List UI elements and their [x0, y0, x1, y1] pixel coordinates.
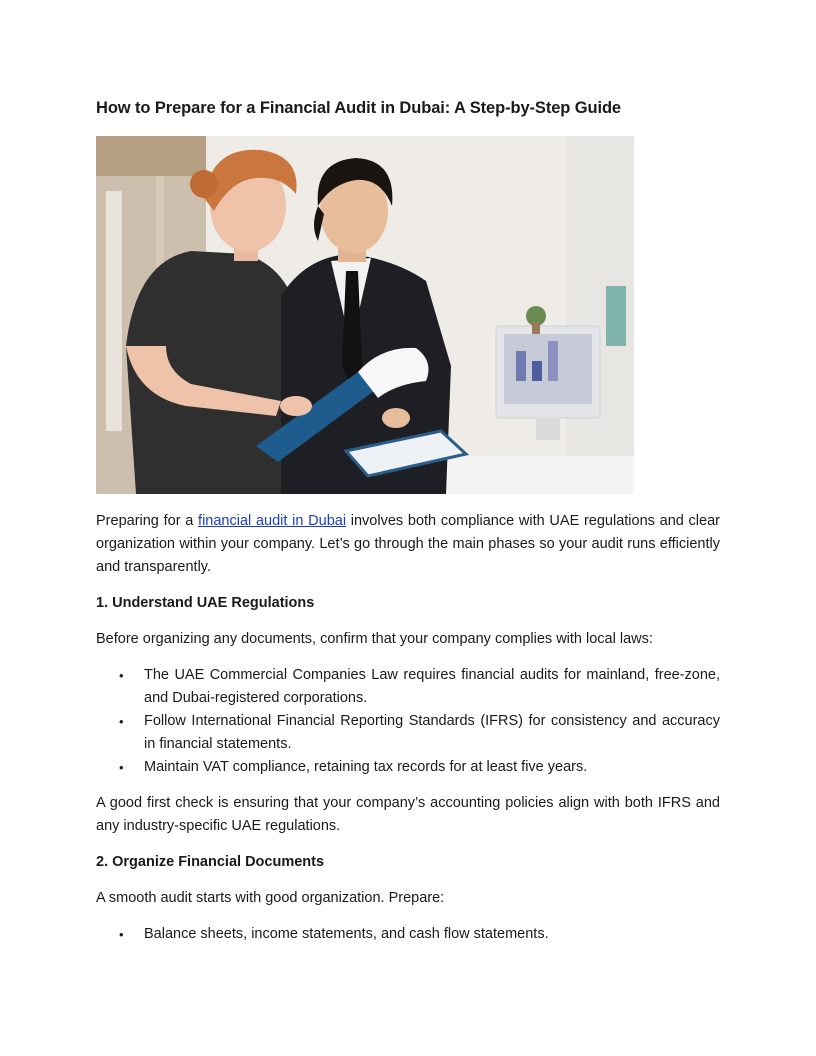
- section-closing: A good first check is ensuring that your company’s accounting policies align with both IFRS and any industry-specific UAE regulations.: [96, 795, 720, 834]
- bullet-icon: •: [119, 760, 124, 775]
- hero-photo-illustration: [96, 136, 634, 494]
- bullet-icon: •: [119, 668, 124, 683]
- bullet-icon: •: [119, 927, 124, 942]
- list-item-text: Balance sheets, income statements, and cash flow statements.: [144, 926, 549, 942]
- list-item-text: Follow International Financial Reporting Standards (IFRS) for consistency and accuracy in financial statements.: [144, 713, 720, 752]
- section-lead: Before organizing any documents, confirm that your company complies with local laws:: [96, 631, 653, 647]
- section-heading: 1. Understand UAE Regulations: [96, 595, 315, 611]
- financial-audit-link[interactable]: financial audit in Dubai: [198, 513, 347, 529]
- intro-text-after-link: involves both compliance with UAE regulations and clear organization within your company. Let’s go through the main phases so your audit runs efficiently and transparently.: [96, 513, 720, 575]
- list-item: [96, 756, 720, 779]
- list-item: [96, 710, 720, 756]
- document-page: [96, 96, 720, 946]
- list-item: [96, 923, 720, 946]
- bullet-icon: •: [119, 714, 124, 729]
- intro-paragraph: [96, 510, 720, 579]
- list-item-text: Maintain VAT compliance, retaining tax records for at least five years.: [144, 759, 588, 775]
- list-item: [96, 664, 720, 710]
- section-lead: A smooth audit starts with good organization. Prepare:: [96, 890, 445, 906]
- bullet-list: [96, 664, 720, 779]
- section-heading: 2. Organize Financial Documents: [96, 854, 325, 870]
- hero-photo: [96, 136, 634, 494]
- page-title: How to Prepare for a Financial Audit in Dubai: A Step-by-Step Guide: [96, 99, 622, 117]
- list-item-text: The UAE Commercial Companies Law requires financial audits for mainland, free-zone, and Dubai-registered corporations.: [144, 667, 720, 706]
- bullet-list: [96, 923, 720, 946]
- intro-text-before-link: Preparing for a: [96, 513, 199, 529]
